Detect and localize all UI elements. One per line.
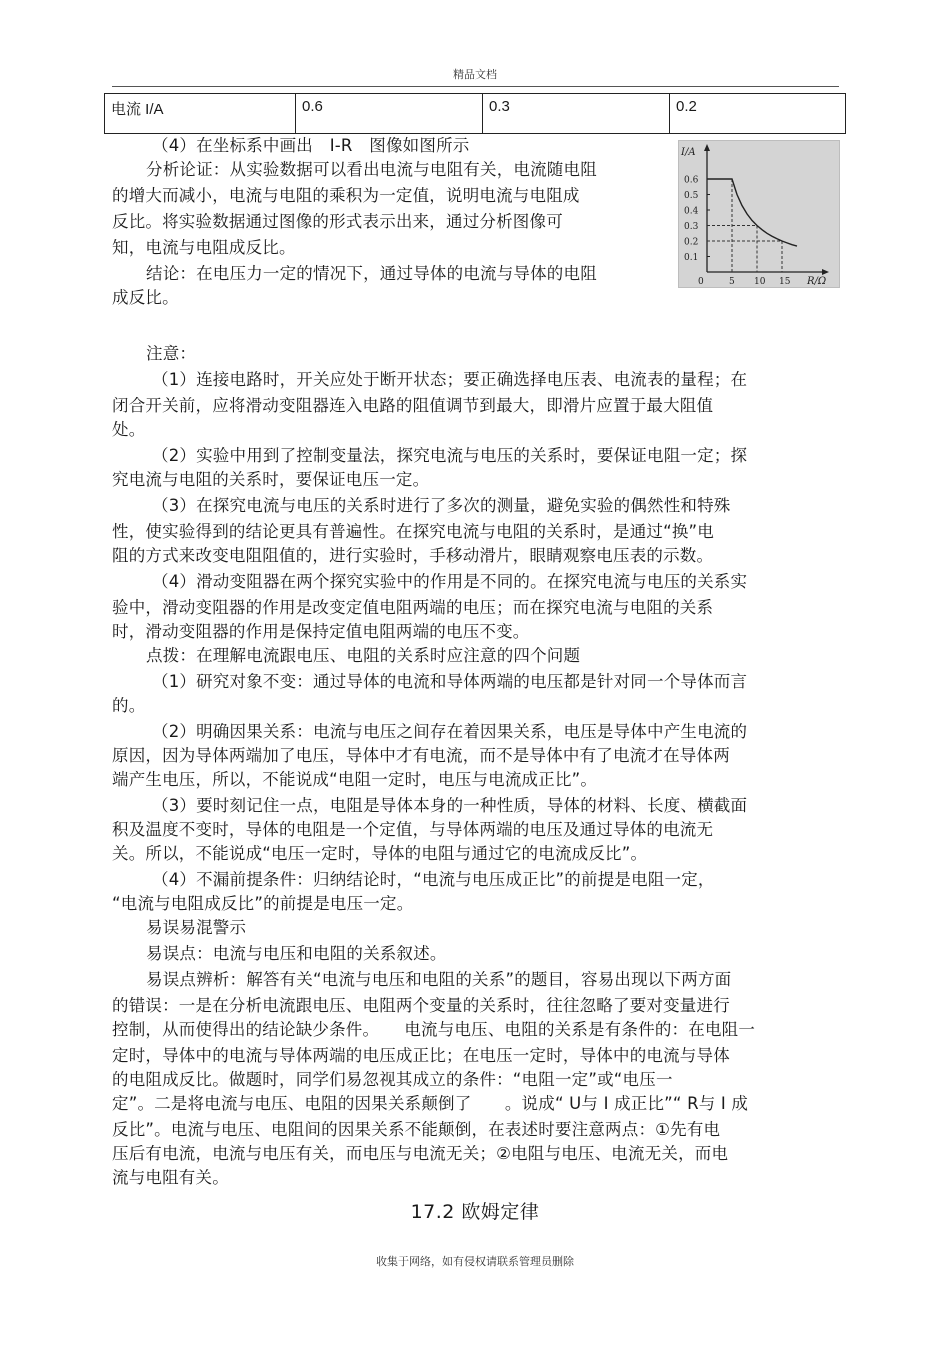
text-line: （4）在坐标系中画出 I-R 图像如图所示 xyxy=(152,136,470,155)
x-tick-label: 0 xyxy=(698,277,704,287)
text-line: 的增大而减小，电流与电阻的乘积为一定值，说明电流与电阻成 xyxy=(112,186,580,205)
text-line: 原因，因为导体两端加了电压，导体中才有电流，而不是导体中有了电流才在导体两 xyxy=(112,746,730,765)
y-tick-label: 0.4 xyxy=(684,206,699,217)
text-line: 反比。将实验数据通过图像的形式表示出来，通过分析图像可 xyxy=(112,212,563,231)
text-line: 知，电流与电阻成反比。 xyxy=(112,238,296,257)
x-tick-label: 10 xyxy=(754,277,766,287)
table-cell: 电流 I/A xyxy=(105,94,296,134)
header-divider xyxy=(112,86,839,87)
x-tick-label: 15 xyxy=(779,277,791,287)
text-line: 的电阻成反比。做题时，同学们易忽视其成立的条件：“电阻一定”或“电压一 xyxy=(112,1070,673,1089)
text-line: 流与电阻有关。 xyxy=(112,1168,229,1187)
text-line: 验中，滑动变阻器的作用是改变定值电阻两端的电压；而在探究电流与电阻的关系 xyxy=(112,598,714,617)
text-line: 积及温度不变时，导体的电阻是一个定值，与导体两端的电压及通过导体的电流无 xyxy=(112,820,714,839)
text-line: 点拨：在理解电流跟电压、电阻的关系时应注意的四个问题 xyxy=(146,646,581,665)
page-header: 精品文档 xyxy=(453,68,497,81)
chart-svg xyxy=(679,141,839,287)
y-tick-label: 0.6 xyxy=(684,175,699,186)
text-line: 易误点：电流与电压和电阻的关系叙述。 xyxy=(146,944,447,963)
text-line: 分析论证：从实验数据可以看出电流与电阻有关，电流随电阻 xyxy=(146,160,597,179)
text-line: （1）研究对象不变：通过导体的电流和导体两端的电压都是针对同一个导体而言 xyxy=(152,672,748,691)
y-tick-label: 0.1 xyxy=(684,253,699,263)
text-line: 定”。二是将电流与电压、电阻的因果关系颠倒了 。说成“ U与 I 成正比”“ R与 I 成 xyxy=(112,1094,749,1113)
text-line: 结论：在电压力一定的情况下，通过导体的电流与导体的电阻 xyxy=(146,264,597,283)
series-line-i-r xyxy=(707,179,797,246)
y-tick-label: 0.5 xyxy=(684,191,699,201)
text-line: （3）要时刻记住一点，电阻是导体本身的一种性质，导体的材料、长度、横截面 xyxy=(152,796,748,815)
text-line: 控制，从而使得出的结论缺少条件。 电流与电压、电阻的关系是有条件的：在电阻一 xyxy=(112,1020,756,1039)
text-line: 究电流与电阻的关系时，要保证电压一定。 xyxy=(112,470,430,489)
text-line: 注意： xyxy=(146,344,197,363)
text-line: 的。 xyxy=(112,696,146,715)
table-cell: 0.3 xyxy=(483,94,670,134)
table-cell: 0.2 xyxy=(670,94,846,134)
text-line: （4）不漏前提条件：归纳结论时，“电流与电压成正比”的前提是电阻一定， xyxy=(152,870,715,889)
y-axis-label: I/A xyxy=(681,147,696,158)
text-line: 处。 xyxy=(112,420,146,439)
page-footer: 收集于网络，如有侵权请联系管理员删除 xyxy=(376,1255,574,1268)
text-line: 阻的方式来改变电阻阻值的，进行实验时，手移动滑片，眼睛观察电压表的示数。 xyxy=(112,546,714,565)
text-line: 性，使实验得到的结论更具有普遍性。在探究电流与电阻的关系时，是通过“换”电 xyxy=(112,522,714,541)
x-axis-arrow xyxy=(822,269,829,275)
y-tick-label: 0.3 xyxy=(684,222,699,232)
y-tick-label: 0.2 xyxy=(684,237,699,248)
text-line: 端产生电压，所以，不能说成“电阻一定时，电压与电流成正比”。 xyxy=(112,770,598,789)
text-line: （1）连接电路时，开关应处于断开状态；要正确选择电压表、电流表的量程；在 xyxy=(152,370,748,389)
x-tick-label: 5 xyxy=(729,277,735,287)
table-row xyxy=(105,94,846,134)
text-line: 压后有电流，电流与电压有关，而电压与电流无关；②电阻与电压、电流无关，而电 xyxy=(112,1144,729,1163)
text-line: 成反比。 xyxy=(112,288,179,307)
table-cell: 0.6 xyxy=(296,94,483,134)
text-line: “电流与电阻成反比”的前提是电压一定。 xyxy=(112,894,414,913)
text-line: （2）明确因果关系：电流与电压之间存在着因果关系，电压是导体中产生电流的 xyxy=(152,722,748,741)
text-line: 的错误：一是在分析电流跟电压、电阻两个变量的关系时，往往忽略了要对变量进行 xyxy=(112,996,730,1015)
text-line: 时，滑动变阻器的作用是保持定值电阻两端的电压不变。 xyxy=(112,622,530,641)
x-axis-label: R/Ω xyxy=(807,276,827,287)
text-line: 易误易混警示 xyxy=(146,918,247,937)
text-line: 定时，导体中的电流与导体两端的电压成正比；在电压一定时，导体中的电流与导体 xyxy=(112,1046,730,1065)
y-axis-arrow xyxy=(704,144,710,151)
text-line: 闭合开关前，应将滑动变阻器连入电路的阻值调节到最大，即滑片应置于最大阻值 xyxy=(112,396,714,415)
text-line: （2）实验中用到了控制变量法，探究电流与电压的关系时，要保证电阻一定；探 xyxy=(152,446,748,465)
text-line: （4）滑动变阻器在两个探究实验中的作用是不同的。在探究电流与电压的关系实 xyxy=(152,572,748,591)
text-line: 易误点辨析：解答有关“电流与电压和电阻的关系”的题目，容易出现以下两方面 xyxy=(146,970,732,989)
section-title: 17.2 欧姆定律 xyxy=(410,1201,540,1223)
i-r-chart xyxy=(678,140,840,288)
text-line: （3）在探究电流与电压的关系时进行了多次的测量，避免实验的偶然性和特殊 xyxy=(152,496,731,515)
text-line: 关。所以，不能说成“电压一定时，导体的电阻与通过它的电流成反比”。 xyxy=(112,844,648,863)
data-table xyxy=(104,93,846,134)
text-line: 反比”。电流与电压、电阻间的因果关系不能颠倒，在表述时要注意两点：①先有电 xyxy=(112,1120,721,1139)
